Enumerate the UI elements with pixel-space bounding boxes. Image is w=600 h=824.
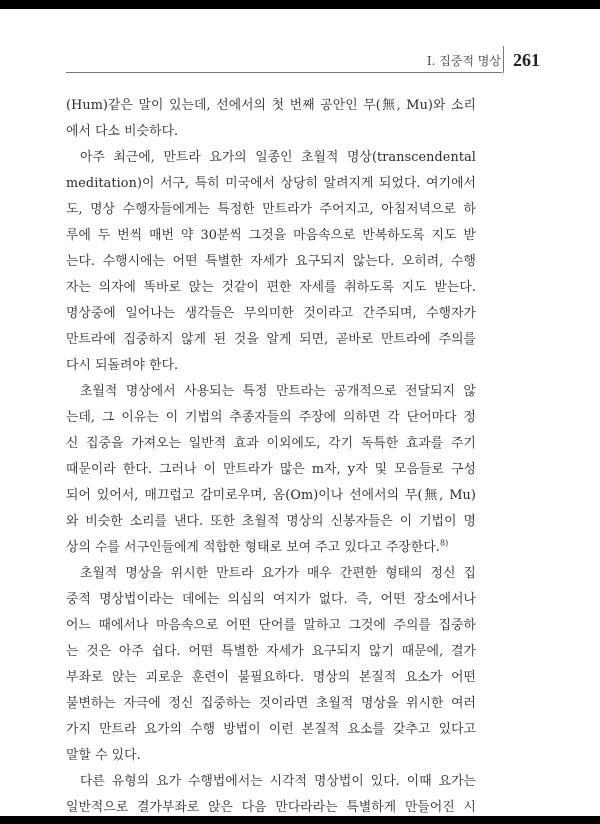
text-line-content: 되어 있어서, 매끄럽고 감미로우며, 옴(Om)이나 선에서의 무(無, Mu) [66, 488, 476, 503]
text-line-content: 다른 유형의 요가 수행법에서는 시각적 명상법이 있다. 이때 요가는 [80, 774, 476, 789]
text-line [66, 301, 476, 327]
text-line-content: 에서 다소 비슷하다. [66, 124, 179, 139]
text-line-content: 말할 수 있다. [66, 748, 141, 763]
top-border-bar [0, 0, 600, 9]
text-line [66, 717, 476, 743]
text-line-content: 가지 만트라 요가의 수행 방법이 이런 본질적 요소를 갖추고 있다고 [66, 722, 476, 737]
text-line [66, 145, 476, 171]
text-line [66, 535, 476, 561]
text-line [66, 327, 476, 353]
text-line [66, 171, 476, 197]
text-line [66, 639, 476, 665]
text-line-content: 초월적 명상에서 사용되는 특정 만트라는 공개적으로 전달되지 않 [80, 384, 476, 399]
text-line-content: 와 비슷한 소리를 낸다. 또한 초월적 명상의 신봉자들은 이 기법이 명 [66, 514, 476, 529]
header-divider [503, 46, 504, 73]
text-line [66, 665, 476, 691]
text-line [66, 379, 476, 405]
text-line-content: 는다. 수행시에는 어떤 특별한 자세가 요구되지 않는다. 오히려, 수행 [66, 254, 476, 269]
text-line-content: (Hum)같은 말이 있는데, 선에서의 첫 번째 공안인 무(無, Mu)와 소리 [66, 98, 476, 113]
text-line-content: 자는 의자에 똑바로 앉는 것같이 편한 자세를 취하도록 지도 받는다. [66, 280, 476, 295]
text-line-content: meditation)이 서구, 특히 미국에서 상당히 알려지게 되었다. 여기에서 [66, 176, 476, 191]
text-line [66, 509, 476, 535]
body-text [66, 93, 476, 821]
running-header-chapter-title: I. 집중적 명상 [426, 54, 501, 68]
text-line-content: 만트라에 집중하지 않게 된 것을 알게 되면, 곧바로 만트라에 주의를 [66, 332, 476, 347]
text-line-content: 는데, 그 이유는 이 기법의 추종자들의 주장에 의하면 각 단어마다 정 [66, 410, 476, 425]
bottom-border-bar [0, 816, 600, 824]
text-line-content: 일반적으로 결가부좌로 앉은 다음 만다라라는 특별하게 만들어진 시 [66, 800, 476, 815]
text-line [66, 769, 476, 795]
text-line [66, 743, 476, 769]
page-number: 261 [513, 50, 540, 70]
text-line-content: 불변하는 자극에 정신 집중하는 것이라면 초월적 명상을 위시한 여러 [66, 696, 476, 711]
text-line-content: 도, 명상 수행자들에게는 특정한 만트라가 주어지고, 아침저녁으로 하 [66, 202, 476, 217]
text-line-content: 때문이라 한다. 그러나 이 만트라가 많은 m자, y자 및 모음들로 구성 [66, 462, 476, 477]
text-line-content: 명상중에 일어나는 생각들은 무의미한 것이라고 간주되며, 수행자가 [66, 306, 476, 321]
text-line [66, 119, 476, 145]
text-line-content: 중적 명상법이라는 데에는 의심의 여지가 없다. 즉, 어떤 장소에서나 [66, 592, 476, 607]
text-line-content: 부좌로 앉는 괴로운 훈련이 불필요하다. 명상의 본질적 요소가 어떤 [66, 670, 476, 685]
text-line [66, 431, 476, 457]
text-line [66, 249, 476, 275]
text-line [66, 275, 476, 301]
text-line [66, 587, 476, 613]
header-rule [66, 72, 502, 73]
text-line-content: 신 집중을 가져오는 일반적 효과 이외에도, 각기 독특한 효과를 주기 [66, 436, 476, 451]
text-line [66, 93, 476, 119]
footnote-marker: 8) [439, 538, 449, 548]
text-line [66, 561, 476, 587]
text-line-content: 는 것은 아주 쉽다. 어떤 특별한 자세가 요구되지 않기 때문에, 결가 [66, 644, 476, 659]
text-line-content: 다시 되돌려야 한다. [66, 358, 179, 373]
text-line-content: 아주 최근에, 만트라 요가의 일종인 초월적 명상(transcendental [80, 150, 476, 165]
text-line [66, 405, 476, 431]
text-line [66, 613, 476, 639]
text-line [66, 353, 476, 379]
text-line [66, 457, 476, 483]
text-line-content: 상의 수를 서구인들에게 적합한 형태로 보여 주고 있다고 주장한다. [66, 540, 440, 555]
text-line-content: 루에 두 번씩 매번 약 30분씩 그것을 마음속으로 반복하도록 지도 받 [66, 228, 476, 243]
text-line [66, 223, 476, 249]
text-line [66, 483, 476, 509]
text-line [66, 197, 476, 223]
text-line-content: 초월적 명상을 위시한 만트라 요가가 매우 간편한 형태의 정신 집 [80, 566, 476, 581]
text-line [66, 691, 476, 717]
text-line-content: 어느 때에서나 마음속으로 어떤 단어를 말하고 그것에 주의를 집중하 [66, 618, 476, 633]
